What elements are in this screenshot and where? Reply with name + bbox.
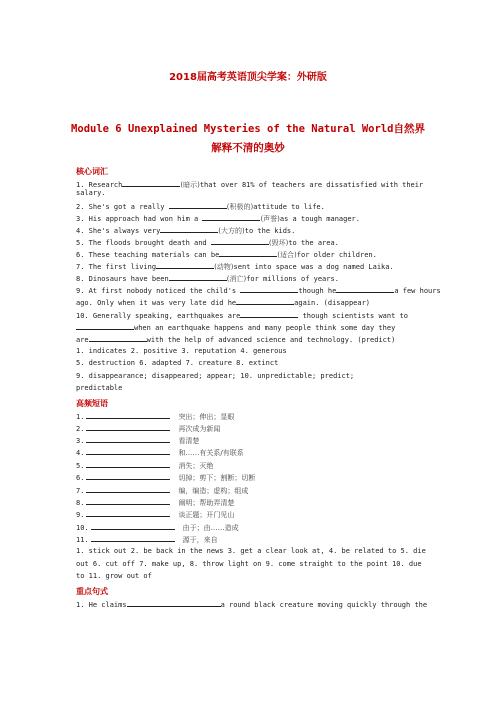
vocab-item-1-cont: salary. — [76, 189, 106, 197]
vocab-answers-line: 5. destruction 6. adapted 7. creature 8. extinct — [76, 359, 279, 367]
vocab-item-8: 8. Dinosaurs have been (消亡)for millions of years. — [76, 275, 339, 283]
vocab-answers-line: predictable — [76, 384, 123, 392]
phrase-answers-line: out 6. cut off 7. make up, 8. throw light on 9. come straight to the point 10. due — [76, 560, 422, 568]
document-title: 2018届高考英语顶尖学案：外研版 — [169, 72, 327, 83]
phrase-item-5: 5. 消失；灭绝 — [76, 462, 214, 470]
module-title-line1: Module 6 Unexplained Mysteries of the Natural World自然界 — [71, 123, 425, 135]
phrase-item-3: 3. 看清楚 — [76, 437, 200, 445]
vocab-item-1: 1. Research (暗示)that over 81% of teachers are dissatisfied with their — [76, 181, 424, 189]
phrase-item-2: 2. 再次成为新闻 — [76, 425, 221, 433]
vocab-item-6: 6. These teaching materials can be (适合)for older children. — [76, 251, 377, 259]
section-heading-sentences: 重点句式 — [76, 587, 108, 596]
phrase-item-4: 4. 和……有关系/有联系 — [76, 449, 244, 457]
vocab-item-10-cont2: are with the help of advanced science and technology. (predict) — [76, 336, 396, 344]
vocab-item-10: 10. Generally speaking, earthquakes are though scientists want to — [76, 312, 408, 320]
sentence-item-1: 1. He claims a round black creature moving quickly through the — [76, 601, 428, 609]
vocab-item-5: 5. The floods brought death and (毁坏)to the area. — [76, 239, 339, 247]
vocab-item-3: 3. His approach had won him a (声誉)as a tough manager. — [76, 215, 360, 223]
vocab-item-9-cont: ago. Only when it was very late did he again. (disappear) — [76, 299, 371, 307]
vocab-answers-line: 1. indicates 2. positive 3. reputation 4. generous — [76, 347, 287, 355]
phrase-item-10: 10. 由于；由……造成 — [76, 524, 239, 532]
phrase-item-11: 11. 源于，来自 — [76, 536, 218, 544]
vocab-item-4: 4. She's always very (大方的)to the kids. — [76, 227, 296, 235]
vocab-item-9: 9. At first nobody noticed the child's though he a few hours — [76, 287, 441, 295]
module-title-line2: 解释不清的奥妙 — [211, 142, 285, 154]
phrase-answers-line: 1. stick out 2. be back in the news 3. get a clear look at, 4. be related to 5. die — [76, 547, 426, 555]
phrase-item-8: 8. 阐明；帮助弄清楚 — [76, 499, 235, 507]
vocab-item-2: 2. She's got a really (积极的)attitude to life. — [76, 203, 325, 211]
vocab-answers-line: 9. disappearance; disappeared; appear; 10. unpredictable; predict; — [76, 372, 355, 380]
vocab-item-7: 7. The first living (动物)sent into space was a dog named Laika. — [76, 263, 394, 271]
phrase-answers-line: to 11. grow out of — [76, 572, 152, 580]
phrase-item-6: 6. 切掉；剪下；割断；切断 — [76, 474, 256, 482]
vocab-item-10-cont: when an earthquake happens and many people think some day they — [76, 322, 422, 333]
phrase-item-9: 9. 谈正题；开门见山 — [76, 511, 235, 519]
phrase-item-7: 7. 编，编造；虚构；组成 — [76, 487, 249, 495]
phrase-item-1: 1. 突出；伸出；显眼 — [76, 413, 235, 421]
section-heading-phrases: 高频短语 — [76, 399, 108, 408]
section-heading-vocab: 核心词汇 — [76, 167, 108, 176]
